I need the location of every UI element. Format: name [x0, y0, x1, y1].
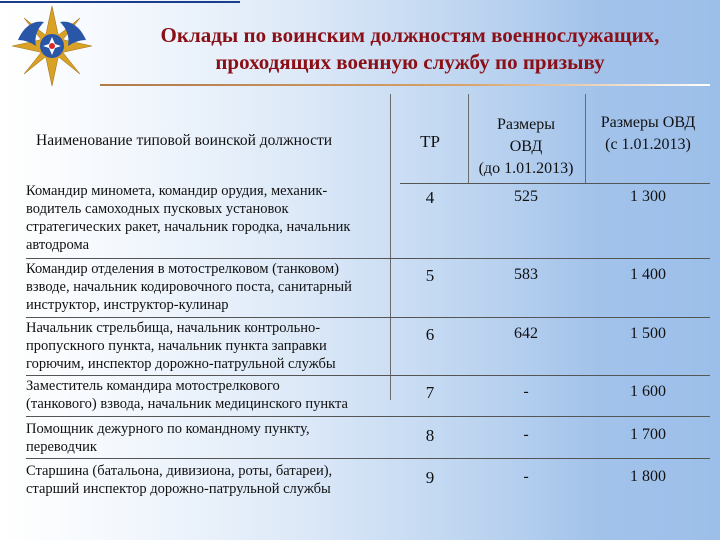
page-title-line-2: проходящих военную службу по призыву: [215, 50, 605, 74]
new-salary: 1 600: [630, 383, 666, 400]
old-salary: 525: [514, 188, 538, 205]
position-name-line: Старшина (батальона, дивизиона, роты, батареи),: [26, 463, 333, 479]
title-underline: [100, 84, 710, 86]
position-name: [26, 260, 390, 314]
position-name-line: Командир миномета, командир орудия, механик-: [26, 183, 328, 199]
table-row: [0, 462, 710, 500]
table-header-row: [0, 94, 710, 182]
position-name-line: старший инспектор дорожно-патрульной службы: [26, 481, 331, 497]
position-name: [26, 377, 390, 413]
position-name-line: Начальник стрельбища, начальник контрольно-: [26, 320, 321, 336]
old-salary: -: [523, 468, 529, 485]
emercom-emblem-icon: [6, 2, 98, 88]
header-new-salary-line-1: Размеры ОВД: [600, 114, 696, 131]
header-tr: ТР: [420, 132, 440, 151]
header-old-salary: [468, 114, 584, 180]
row-divider: [26, 375, 710, 376]
tariff-rank: 8: [425, 426, 435, 445]
row-divider: [26, 458, 710, 459]
row-divider: [26, 317, 710, 318]
page-title: [110, 22, 710, 76]
position-name: [26, 319, 390, 373]
new-salary: 1 700: [630, 426, 666, 443]
tariff-rank: 5: [425, 266, 435, 285]
position-name-line: Помощник дежурного по командному пункту,: [26, 421, 310, 437]
old-salary: -: [523, 383, 529, 400]
page-title-line-1: Оклады по воинским должностям военнослужащих,: [160, 23, 660, 47]
position-name-line: автодрома: [26, 237, 90, 253]
header-old-salary-line-2: ОВД: [509, 138, 543, 155]
header-old-salary-line-1: Размеры: [496, 116, 556, 133]
new-salary: 1 500: [630, 325, 666, 342]
row-divider: [26, 258, 710, 259]
new-salary: 1 400: [630, 266, 666, 283]
header-new-salary: [588, 112, 708, 156]
old-salary: 583: [514, 266, 538, 283]
row-divider: [26, 416, 710, 417]
header-position-name: Наименование типовой воинской должности: [36, 132, 333, 149]
position-name: [26, 420, 390, 456]
tariff-rank: 7: [425, 383, 435, 402]
table-row: [0, 319, 710, 375]
new-salary: 1 800: [630, 468, 666, 485]
position-name: [26, 462, 390, 498]
table-row: [0, 377, 710, 415]
tariff-rank: 6: [425, 325, 435, 344]
position-name-line: пропускного пункта, начальник пункта заправки: [26, 338, 327, 354]
position-name-line: стратегических ракет, начальник городка, начальник: [26, 219, 351, 235]
position-name-line: Командир отделения в мотострелковом (танковом): [26, 261, 339, 277]
table-row: [0, 182, 710, 258]
position-name-line: (танкового) взвода, начальник медицинского пункта: [26, 396, 348, 412]
header-new-salary-line-2: (с 1.01.2013): [605, 136, 691, 153]
position-name-line: горючим, инспектор дорожно-патрульной службы: [26, 356, 336, 372]
tariff-rank: 4: [425, 188, 435, 207]
position-name-line: Заместитель командира мотострелкового: [26, 378, 280, 394]
position-name-line: переводчик: [26, 439, 97, 455]
position-name-line: водитель самоходных пусковых установок: [26, 201, 289, 217]
position-name-line: взводе, начальник кодировочного поста, санитарный: [26, 279, 352, 295]
old-salary: -: [523, 426, 529, 443]
old-salary: 642: [514, 325, 538, 342]
position-name: [26, 182, 390, 254]
tariff-rank: 9: [425, 468, 435, 487]
new-salary: 1 300: [630, 188, 666, 205]
position-name-line: инструктор, инструктор-кулинар: [26, 297, 229, 313]
table-row: [0, 420, 710, 458]
header-old-salary-line-3: (до 1.01.2013): [478, 160, 574, 177]
table-row: [0, 260, 710, 316]
